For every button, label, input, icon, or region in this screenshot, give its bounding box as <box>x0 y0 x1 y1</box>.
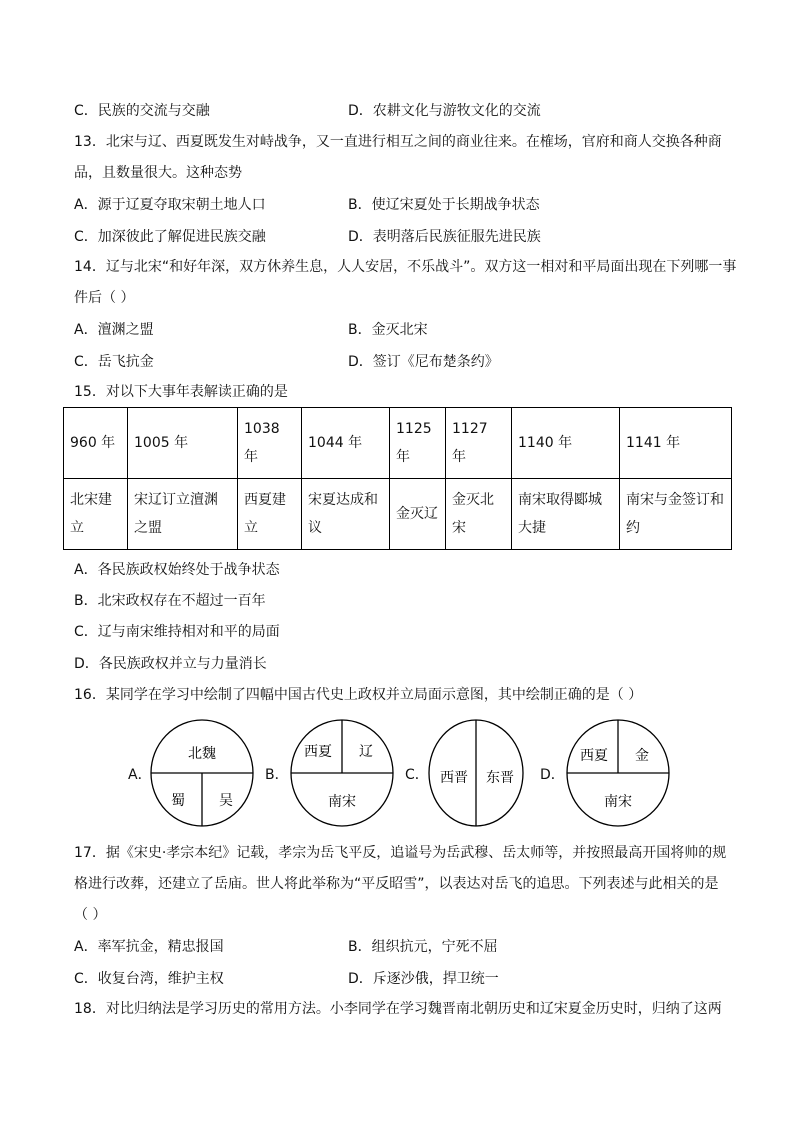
diagram-c-region: 东晋 <box>486 770 514 786</box>
q14-option-b: B．金灭北宋 <box>348 322 428 338</box>
q15-option-d: D．各民族政权并立与力量消长 <box>74 656 267 672</box>
timeline-year-cell: 1038 年 <box>238 408 302 479</box>
q17-stem-line1: 17．据《宋史·孝宗本纪》记载，孝宗为岳飞平反，追谥号为岳武穆、岳太师等，并按照最高开国将帅的规 <box>74 845 727 861</box>
q12-option-c: C．民族的交流与交融 <box>74 103 210 119</box>
diagram-d-label: D． <box>540 767 565 783</box>
q13-options-row-cd <box>74 226 734 246</box>
timeline-event-cell: 宋辽订立澶渊之盟 <box>128 479 238 550</box>
diagram-b-region: 西夏 <box>304 744 332 760</box>
q14-option-a: A．澶渊之盟 <box>74 322 154 338</box>
q13-option-b: B．使辽宋夏处于长期战争状态 <box>348 197 540 213</box>
timeline-event-cell: 北宋建立 <box>64 479 128 550</box>
q13-option-a: A．源于辽夏夺取宋朝土地人口 <box>74 197 266 213</box>
q17-option-d: D．斥逐沙俄，捍卫统一 <box>348 971 499 987</box>
diagram-c-label: C． <box>405 767 429 783</box>
timeline-year-cell: 1141 年 <box>620 408 732 479</box>
diagram-a-region: 北魏 <box>188 746 216 762</box>
diagram-c-circle <box>428 718 524 828</box>
diagram-b-label: B． <box>265 767 289 783</box>
timeline-event-cell: 宋夏达成和议 <box>302 479 390 550</box>
timeline-event-cell: 南宋取得郾城大捷 <box>512 479 620 550</box>
q13-options-row-ab <box>74 194 734 214</box>
diagram-d-region: 西夏 <box>580 748 608 764</box>
diagram-a-label: A． <box>128 767 152 783</box>
diagram-a-circle <box>150 718 254 828</box>
q14-option-c: C．岳飞抗金 <box>74 354 154 370</box>
q12-option-d: D．农耕文化与游牧文化的交流 <box>348 103 541 119</box>
q18-stem-line1: 18．对比归纳法是学习历史的常用方法。小李同学在学习魏晋南北朝历史和辽宋夏金历史时，归纳了这两 <box>74 1001 722 1017</box>
q17-options-row-cd <box>74 968 734 988</box>
q13-option-c: C．加深彼此了解促进民族交融 <box>74 229 266 245</box>
timeline-year-cell: 1125 年 <box>390 408 446 479</box>
q15-option-c: C．辽与南宋维持相对和平的局面 <box>74 624 280 640</box>
diagram-b-region: 辽 <box>359 744 373 760</box>
q14-options-row-ab <box>74 319 734 339</box>
timeline-year-cell: 1140 年 <box>512 408 620 479</box>
diagram-c-region: 西晋 <box>440 770 468 786</box>
timeline-event-cell: 金灭北宋 <box>446 479 512 550</box>
q15-option-b: B．北宋政权存在不超过一百年 <box>74 593 266 609</box>
timeline-event-row <box>64 479 732 550</box>
q13-option-d: D．表明落后民族征服先进民族 <box>348 229 541 245</box>
q14-option-d: D．签订《尼布楚条约》 <box>348 354 499 370</box>
timeline-year-cell: 1044 年 <box>302 408 390 479</box>
q14-options-row-cd <box>74 351 734 371</box>
timeline-year-cell: 960 年 <box>64 408 128 479</box>
q17-option-b: B．组织抗元，宁死不屈 <box>348 939 498 955</box>
diagram-d-region: 南宋 <box>604 794 632 810</box>
timeline-event-cell: 南宋与金签订和约 <box>620 479 732 550</box>
diagram-a-region: 蜀 <box>171 793 185 809</box>
q13-stem-line2: 品，且数量很大。这种态势 <box>74 165 242 181</box>
q15-timeline-table <box>63 407 732 550</box>
timeline-year-row <box>64 408 732 479</box>
q16-stem: 16．某同学在学习中绘制了四幅中国古代史上政权并立局面示意图，其中绘制正确的是（ ） <box>74 687 643 703</box>
q14-stem-line1: 14．辽与北宋“和好年深，双方休养生息，人人安居，不乐战斗”。双方这一相对和平局面出现在下列哪一事 <box>74 259 737 275</box>
diagram-d-region: 金 <box>635 748 649 764</box>
q17-stem-line3: （ ） <box>74 907 107 923</box>
diagram-a-region: 吴 <box>219 793 233 809</box>
q17-stem-line2: 格进行改葬，还建立了岳庙。世人将此举称为“平反昭雪”，以表达对岳飞的追思。下列表述与此相关的是 <box>74 876 719 892</box>
q14-stem-line2: 件后（ ） <box>74 290 135 306</box>
q17-option-c: C．收复台湾，维护主权 <box>74 971 224 987</box>
timeline-event-cell: 西夏建立 <box>238 479 302 550</box>
q15-stem: 15．对以下大事年表解读正确的是 <box>74 384 288 400</box>
diagram-b-circle <box>290 718 394 828</box>
q12-options-row-cd <box>74 100 734 120</box>
q17-options-row-ab <box>74 936 734 956</box>
q13-stem-line1: 13．北宋与辽、西夏既发生对峙战争，又一直进行相互之间的商业往来。在榷场，官府和商人交换各种商 <box>74 134 722 150</box>
diagram-d-circle <box>566 718 670 828</box>
timeline-event-cell: 金灭辽 <box>390 479 446 550</box>
diagram-b-region: 南宋 <box>328 794 356 810</box>
q17-option-a: A．率军抗金，精忠报国 <box>74 939 224 955</box>
q16-diagrams <box>120 718 649 830</box>
q15-option-a: A．各民族政权始终处于战争状态 <box>74 562 280 578</box>
timeline-year-cell: 1005 年 <box>128 408 238 479</box>
timeline-year-cell: 1127 年 <box>446 408 512 479</box>
